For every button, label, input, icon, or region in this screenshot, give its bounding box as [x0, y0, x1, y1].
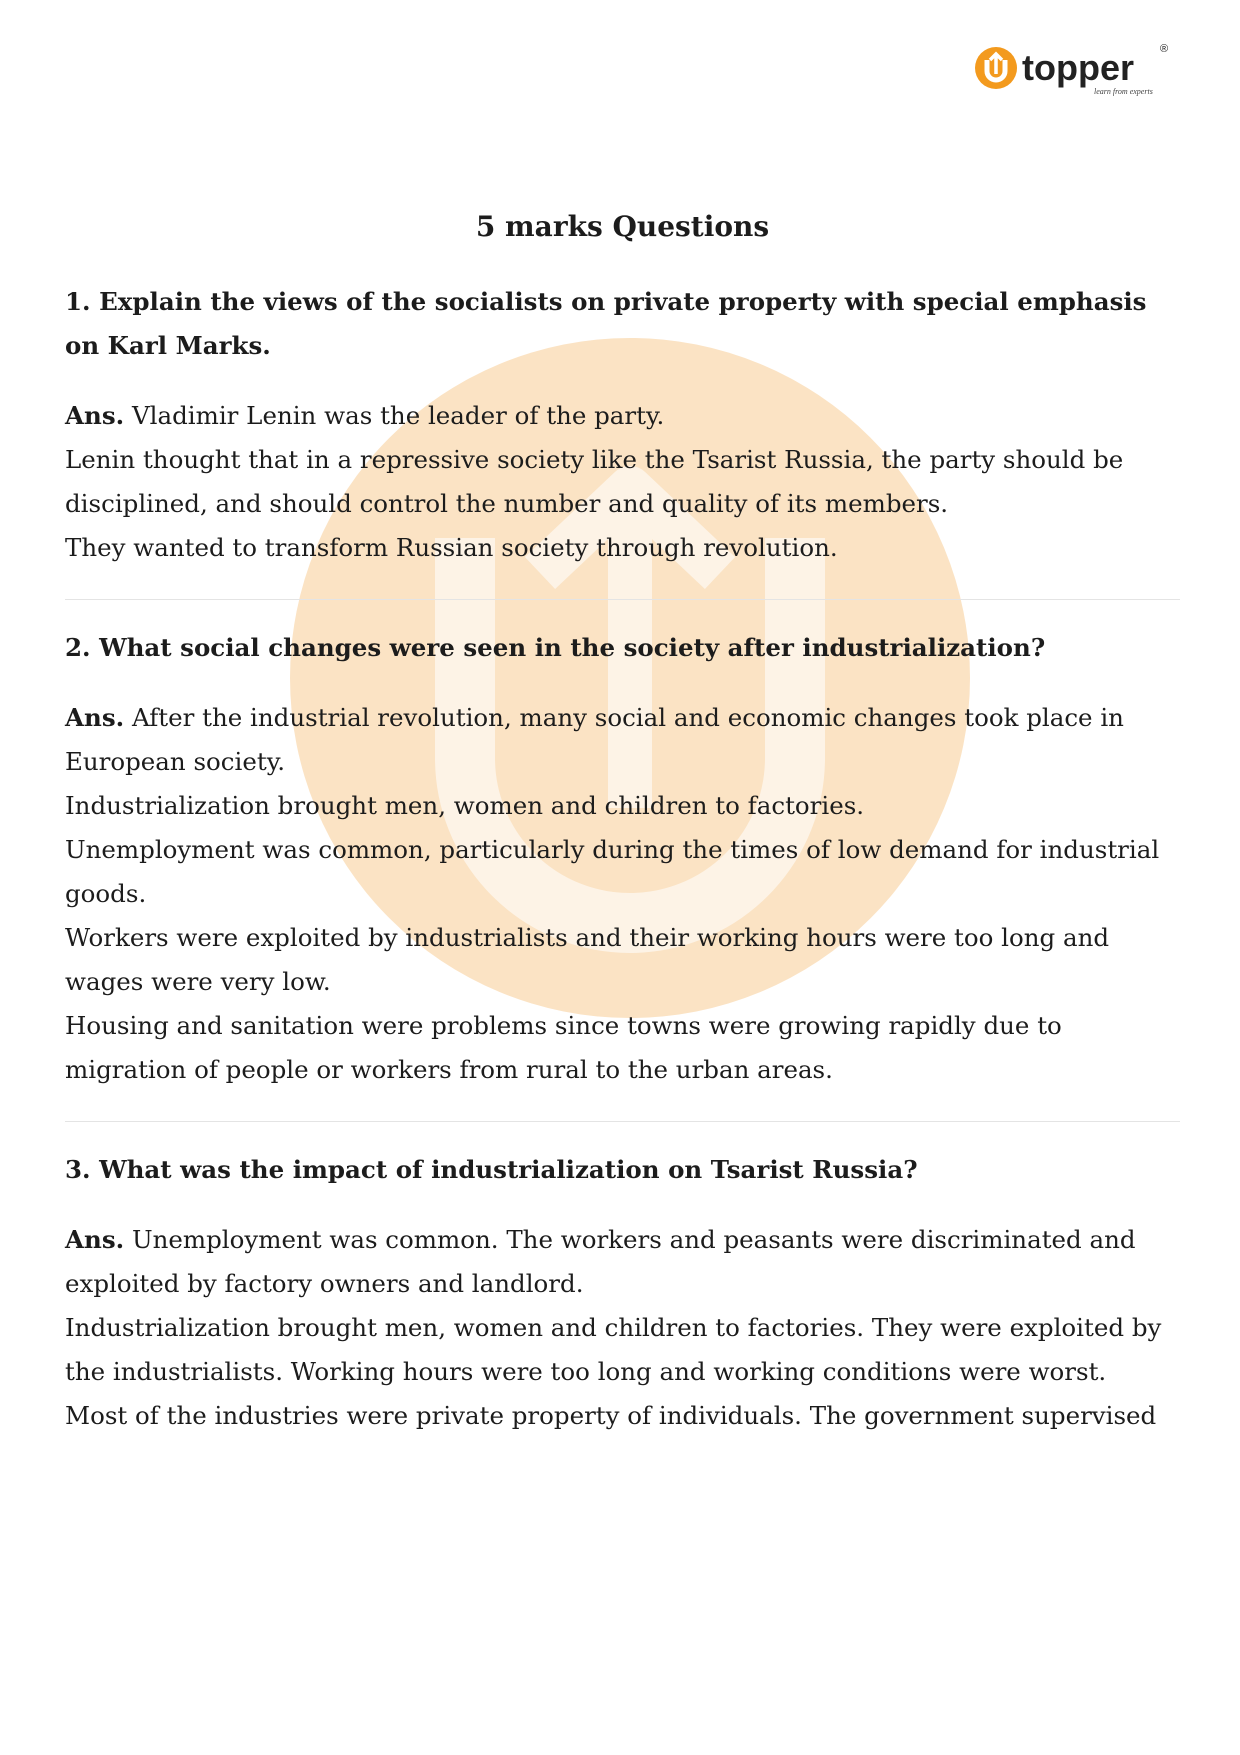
topper-logo: [974, 40, 1174, 110]
question-text: 2. What social changes were seen in the society after industrialization?: [65, 633, 1046, 662]
question-text: 3. What was the impact of industrialization on Tsarist Russia?: [65, 1155, 918, 1184]
page-title: 5 marks Questions: [475, 210, 770, 243]
registered-mark: ®: [1160, 43, 1169, 55]
question-block-2: [65, 626, 1180, 1092]
question-text: 1. Explain the views of the socialists on private property with special emphasis on Karl Marks.: [65, 287, 1147, 360]
answer-line: Unemployment was common, particularly during the times of low demand for industrial goods.: [65, 835, 1160, 908]
answer-line: Housing and sanitation were problems since towns were growing rapidly due to migration of people or workers from rural to the urban areas.: [65, 1011, 1062, 1084]
answer-line: Most of the industries were private property of individuals. The government supervised: [65, 1401, 1157, 1430]
question-block-3: [65, 1148, 1180, 1438]
document-body: [65, 200, 1180, 1438]
topper-logo-icon: [974, 40, 1174, 110]
answer-line: Workers were exploited by industrialists and their working hours were too long and wages were very low.: [65, 923, 1110, 996]
ans-label: Ans.: [65, 401, 125, 430]
logo-tagline: learn from experts: [1094, 87, 1153, 96]
divider: [65, 599, 1180, 600]
question-block-1: [65, 280, 1180, 570]
answer-block: [65, 1218, 1180, 1438]
divider: [65, 1121, 1180, 1122]
answer-line: Industrialization brought men, women and children to factories.: [65, 791, 865, 820]
answer-line: After the industrial revolution, many social and economic changes took place in European society.: [65, 703, 1124, 776]
answer-block: [65, 696, 1180, 1092]
answer-line: Industrialization brought men, women and children to factories. They were exploited by the industrialists. Working hours were too long and working conditions were worst.: [65, 1313, 1162, 1386]
answer-line: Vladimir Lenin was the leader of the party.: [131, 401, 665, 430]
ans-label: Ans.: [65, 703, 125, 732]
ans-label: Ans.: [65, 1225, 125, 1254]
answer-line: They wanted to transform Russian society through revolution.: [65, 533, 838, 562]
logo-text: topper: [1022, 47, 1134, 88]
answer-block: [65, 394, 1180, 570]
answer-line: Unemployment was common. The workers and peasants were discriminated and exploited by factory owners and landlord.: [65, 1225, 1136, 1298]
answer-line: Lenin thought that in a repressive society like the Tsarist Russia, the party should be disciplined, and should control the number and quality of its members.: [65, 445, 1124, 518]
